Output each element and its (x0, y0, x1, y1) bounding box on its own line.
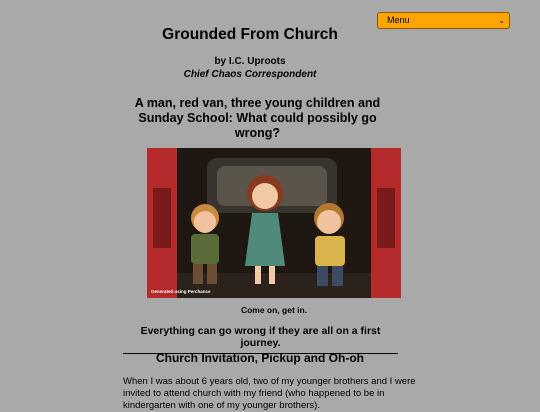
chevron-down-icon: ⌄ (498, 16, 505, 25)
hero-illustration (147, 148, 401, 298)
article-title: Grounded From Church (162, 26, 338, 43)
article-paragraph: When I was about 6 years old, two of my younger brothers and I were invited to attend church with my friend (who happened to be in kindergarten with one of my younger brothers). (123, 376, 416, 411)
pull-quote: Everything can go wrong if they are all on a first journey. (123, 325, 398, 354)
image-caption: Come on, get in. (240, 305, 308, 315)
image-credit: Generated using Perchance (151, 289, 211, 294)
section-heading: Church Invitation, Pickup and Oh-oh (155, 351, 364, 365)
author-name: by I.C. Uproots (214, 56, 286, 67)
van-children-illustration (147, 148, 401, 298)
menu-label: Menu (387, 15, 410, 25)
article-subtitle: A man, red van, three young children and Sunday School: What could possibly go wrong? (134, 96, 381, 140)
byline (0, 55, 500, 81)
author-role: Chief Chaos Correspondent (183, 69, 317, 80)
